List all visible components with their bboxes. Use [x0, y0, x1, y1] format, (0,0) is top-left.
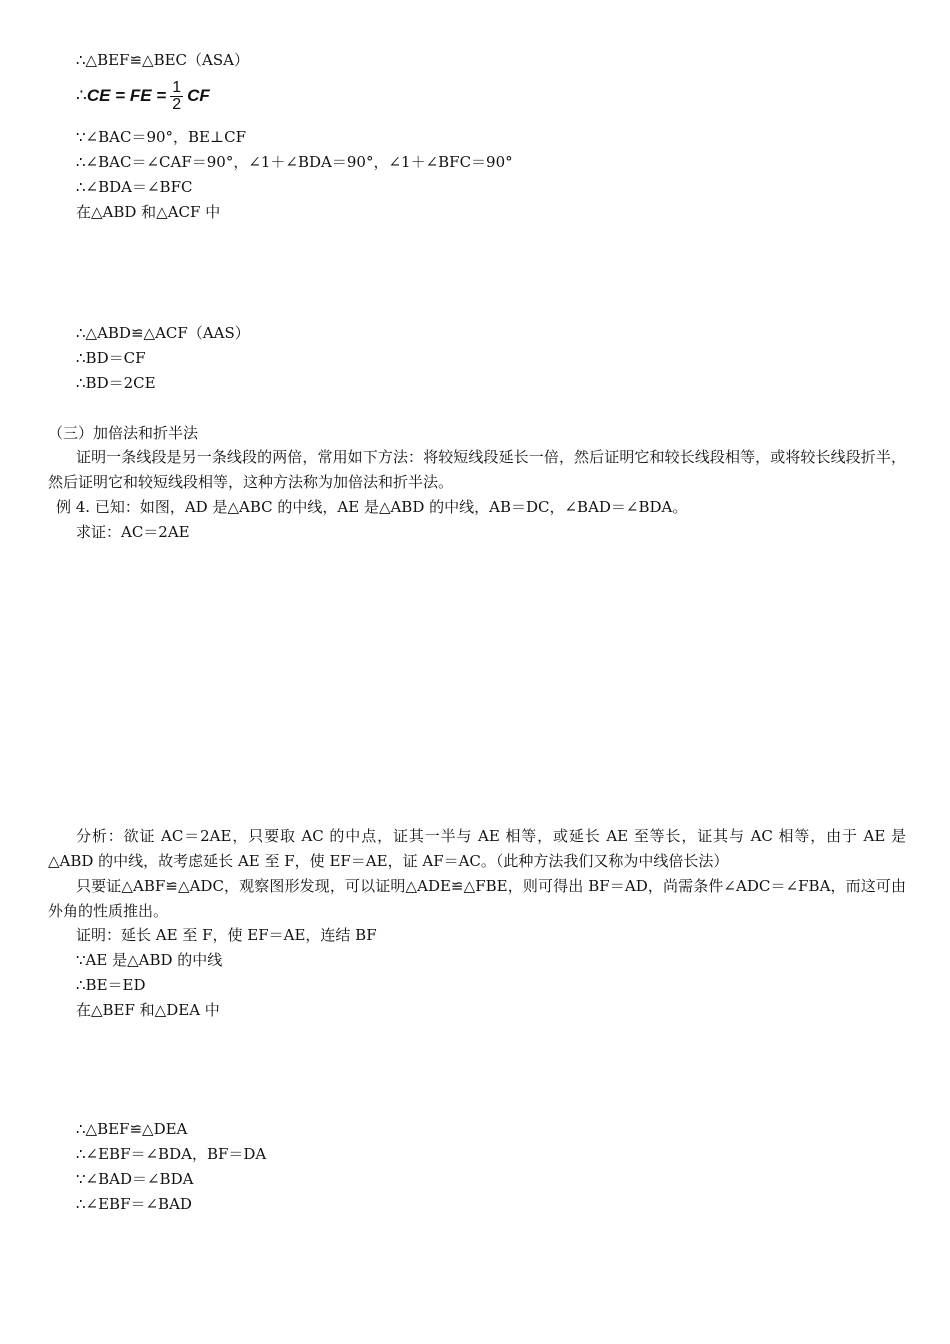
fraction — [170, 80, 183, 113]
proof-line: ∵AE 是△ABD 的中线 — [76, 951, 223, 969]
section-title: （三）加倍法和折半法 — [48, 424, 199, 442]
proof-line: ∴△BEF≌△DEA — [76, 1120, 188, 1138]
proof-line: ∴∠EBF＝∠BAD — [76, 1195, 192, 1213]
formula-line — [76, 76, 210, 116]
analysis-paragraph: 只要证△ABF≌△ADC，观察图形发现，可以证明△ADE≌△FBE，则可得出 BF＝AD，尚需条件∠ADC＝∠FBA，而这可由外角的性质推出。 — [48, 877, 906, 920]
proof-line: ∴BD＝2CE — [76, 374, 156, 392]
formula-rhs: CF — [187, 86, 210, 105]
proof-line: ∴∠BDA＝∠BFC — [76, 178, 193, 196]
prove-statement: 求证：AC＝2AE — [76, 523, 190, 541]
fraction-numerator: 1 — [172, 78, 182, 96]
proof-line: ∴BD＝CF — [76, 349, 146, 367]
proof-line: ∴BE＝ED — [76, 976, 146, 994]
proof-line: ∵∠BAD＝∠BDA — [76, 1170, 194, 1188]
example-statement: 例 4. 已知：如图，AD 是△ABC 的中线，AE 是△ABD 的中线，AB＝DC，∠BAD＝∠BDA。 — [56, 498, 688, 516]
proof-line: ∴∠EBF＝∠BDA，BF＝DA — [76, 1145, 267, 1163]
fraction-denominator: 2 — [172, 95, 182, 113]
proof-line: 在△ABD 和△ACF 中 — [76, 203, 221, 221]
proof-line: 证明：延长 AE 至 F，使 EF＝AE，连结 BF — [76, 926, 377, 944]
formula-prefix: ∴ — [76, 86, 87, 106]
formula-lhs: CE = FE = — [86, 86, 167, 105]
proof-line: 在△BEF 和△DEA 中 — [76, 1001, 220, 1019]
proof-line: ∴△BEF≌△BEC（ASA） — [76, 51, 249, 69]
proof-line: ∵∠BAC＝90°，BE⊥CF — [76, 128, 246, 146]
analysis-paragraph: 分析：欲证 AC＝2AE，只要取 AC 的中点，证其一半与 AE 相等，或延长 AE 至等长，证其与 AC 相等，由于 AE 是△ABD 的中线，故考虑延长 AE 至 F，使 EF＝AE，证 AF＝AC。（此种方法我们又称为中线倍长法） — [48, 827, 906, 870]
section-paragraph: 证明一条线段是另一条线段的两倍，常用如下方法：将较短线段延长一倍，然后证明它和较长线段相等，或将较长线段折半，然后证明它和较短线段相等，这种方法称为加倍法和折半法。 — [48, 448, 906, 491]
proof-line: ∴△ABD≌△ACF（AAS） — [76, 324, 250, 342]
proof-line: ∴∠BAC＝∠CAF＝90°，∠1＋∠BDA＝90°，∠1＋∠BFC＝90° — [76, 153, 513, 171]
